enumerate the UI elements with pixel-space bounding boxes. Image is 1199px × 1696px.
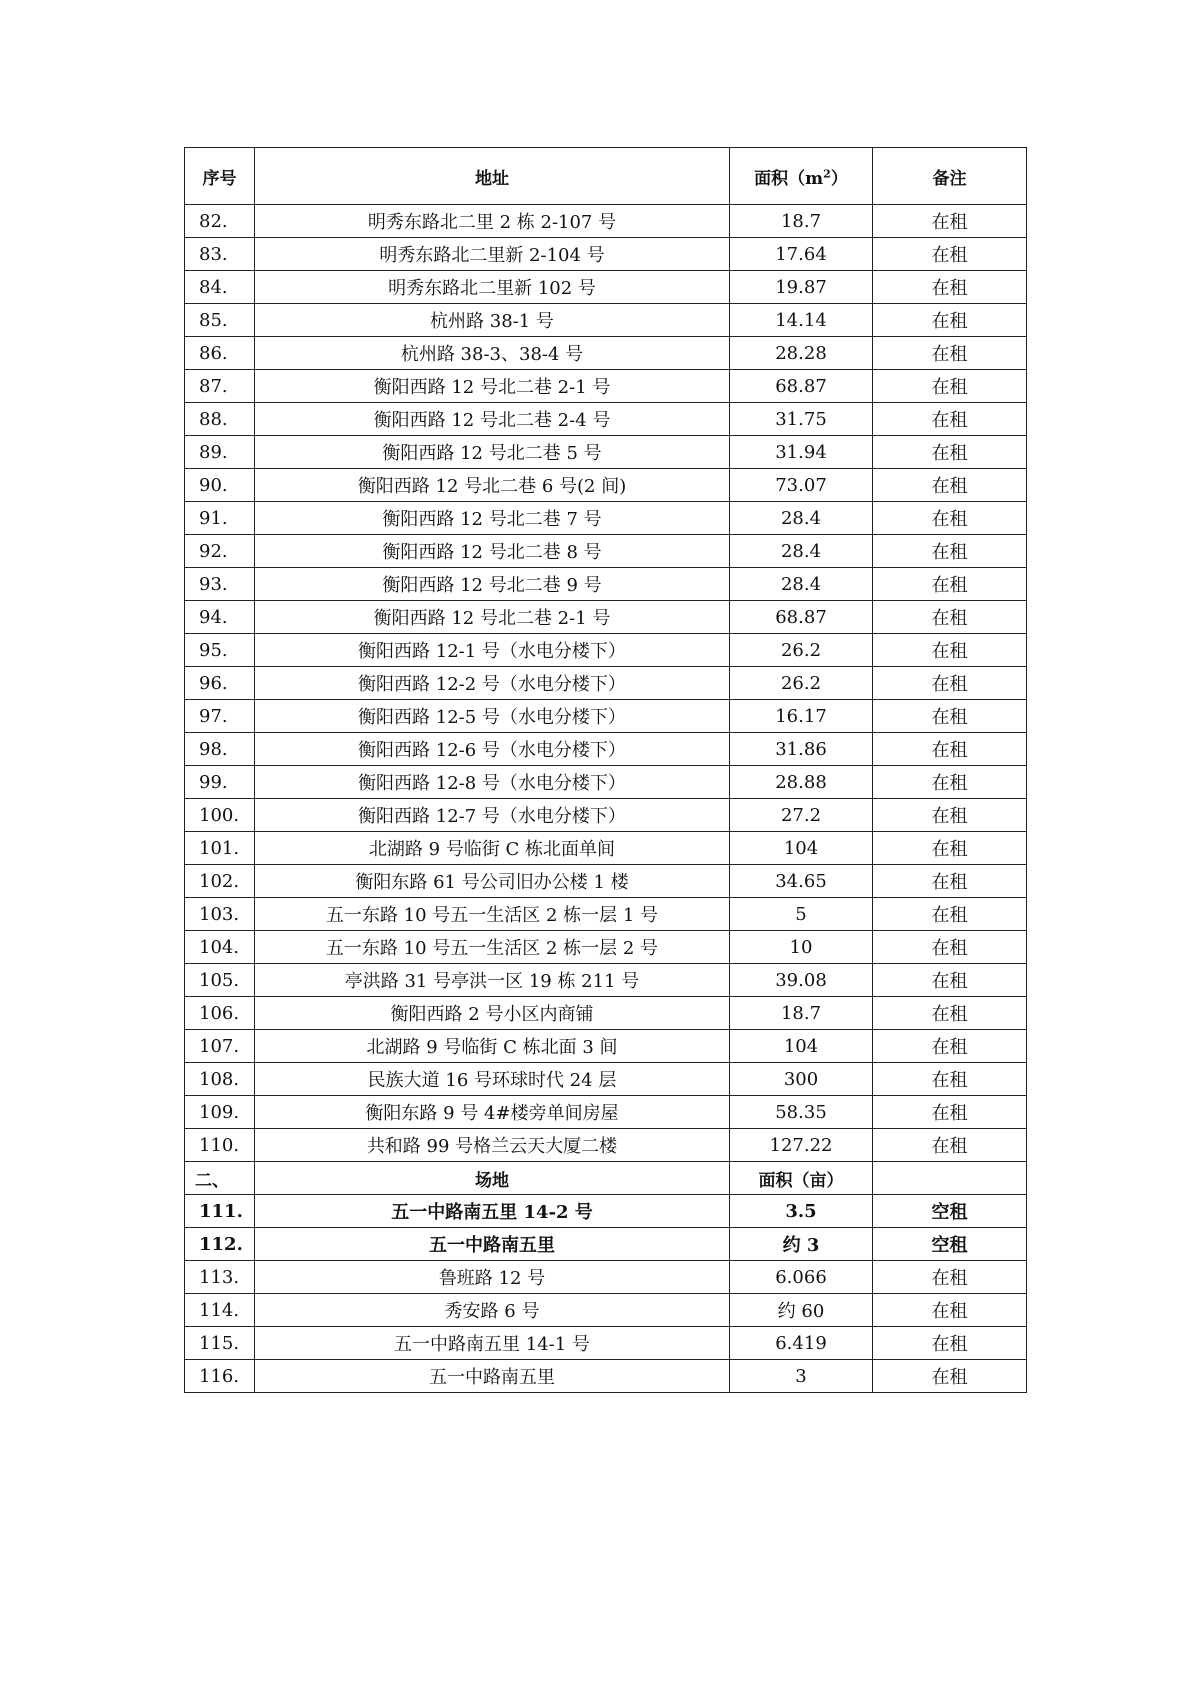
cell-area: 6.419 <box>730 1327 873 1360</box>
cell-area: 31.94 <box>730 436 873 469</box>
cell-no: 85. <box>185 304 255 337</box>
cell-address: 明秀东路北二里新 102 号 <box>255 271 730 304</box>
cell-note: 在租 <box>873 997 1027 1030</box>
cell-no: 二、 <box>185 1162 255 1195</box>
header-area <box>730 148 873 205</box>
cell-no: 96. <box>185 667 255 700</box>
cell-note: 在租 <box>873 1327 1027 1360</box>
cell-address: 鲁班路 12 号 <box>255 1261 730 1294</box>
table-row <box>185 799 1027 832</box>
cell-no: 107. <box>185 1030 255 1063</box>
cell-address: 五一中路南五里 14-2 号 <box>255 1195 730 1228</box>
table-row <box>185 601 1027 634</box>
cell-no: 111. <box>185 1195 255 1228</box>
cell-note: 在租 <box>873 205 1027 238</box>
cell-no: 102. <box>185 865 255 898</box>
header-address: 地址 <box>255 148 730 205</box>
cell-address: 共和路 99 号格兰云天大厦二楼 <box>255 1129 730 1162</box>
table-header-row <box>185 148 1027 205</box>
cell-area: 19.87 <box>730 271 873 304</box>
table-row <box>185 964 1027 997</box>
cell-no: 97. <box>185 700 255 733</box>
cell-no: 98. <box>185 733 255 766</box>
table-row <box>185 1360 1027 1393</box>
cell-address: 亭洪路 31 号亭洪一区 19 栋 211 号 <box>255 964 730 997</box>
header-no: 序号 <box>185 148 255 205</box>
cell-note: 在租 <box>873 634 1027 667</box>
cell-note: 在租 <box>873 1360 1027 1393</box>
cell-area: 34.65 <box>730 865 873 898</box>
table-row <box>185 898 1027 931</box>
cell-address: 衡阳西路 12 号北二巷 5 号 <box>255 436 730 469</box>
cell-no: 114. <box>185 1294 255 1327</box>
cell-area: 6.066 <box>730 1261 873 1294</box>
table-row <box>185 667 1027 700</box>
cell-address: 北湖路 9 号临街 C 栋北面单间 <box>255 832 730 865</box>
cell-address: 民族大道 16 号环球时代 24 层 <box>255 1063 730 1096</box>
cell-no: 112. <box>185 1228 255 1261</box>
cell-address: 五一中路南五里 14-1 号 <box>255 1327 730 1360</box>
cell-no: 115. <box>185 1327 255 1360</box>
cell-area: 68.87 <box>730 601 873 634</box>
cell-area: 10 <box>730 931 873 964</box>
cell-address: 衡阳西路 2 号小区内商铺 <box>255 997 730 1030</box>
table-row <box>185 832 1027 865</box>
cell-area: 28.28 <box>730 337 873 370</box>
cell-area: 18.7 <box>730 205 873 238</box>
property-table <box>184 147 1027 1393</box>
cell-area: 3.5 <box>730 1195 873 1228</box>
cell-note: 在租 <box>873 502 1027 535</box>
cell-note: 在租 <box>873 766 1027 799</box>
cell-no: 109. <box>185 1096 255 1129</box>
cell-no: 84. <box>185 271 255 304</box>
cell-address: 衡阳西路 12-7 号（水电分楼下） <box>255 799 730 832</box>
cell-note: 在租 <box>873 1129 1027 1162</box>
cell-no: 105. <box>185 964 255 997</box>
cell-area: 约 3 <box>730 1228 873 1261</box>
cell-area: 14.14 <box>730 304 873 337</box>
cell-note: 在租 <box>873 403 1027 436</box>
cell-no: 90. <box>185 469 255 502</box>
cell-area: 31.75 <box>730 403 873 436</box>
cell-area: 28.88 <box>730 766 873 799</box>
table-row <box>185 1129 1027 1162</box>
table-row <box>185 1261 1027 1294</box>
cell-address: 明秀东路北二里新 2-104 号 <box>255 238 730 271</box>
cell-address: 衡阳西路 12-8 号（水电分楼下） <box>255 766 730 799</box>
table-row <box>185 1228 1027 1261</box>
table-row <box>185 535 1027 568</box>
cell-area: 58.35 <box>730 1096 873 1129</box>
cell-address: 五一东路 10 号五一生活区 2 栋一层 1 号 <box>255 898 730 931</box>
cell-note: 在租 <box>873 832 1027 865</box>
cell-no: 101. <box>185 832 255 865</box>
cell-address: 五一中路南五里 <box>255 1360 730 1393</box>
cell-note: 在租 <box>873 931 1027 964</box>
cell-area: 39.08 <box>730 964 873 997</box>
cell-area: 28.4 <box>730 502 873 535</box>
cell-address: 明秀东路北二里 2 栋 2-107 号 <box>255 205 730 238</box>
cell-note: 在租 <box>873 964 1027 997</box>
cell-note: 在租 <box>873 436 1027 469</box>
cell-address: 场地 <box>255 1162 730 1195</box>
cell-no: 113. <box>185 1261 255 1294</box>
cell-area: 68.87 <box>730 370 873 403</box>
table-row <box>185 238 1027 271</box>
cell-area: 104 <box>730 832 873 865</box>
cell-note: 在租 <box>873 271 1027 304</box>
cell-note: 在租 <box>873 535 1027 568</box>
cell-address: 衡阳西路 12 号北二巷 8 号 <box>255 535 730 568</box>
cell-note: 在租 <box>873 700 1027 733</box>
cell-no: 99. <box>185 766 255 799</box>
cell-note: 在租 <box>873 568 1027 601</box>
cell-area: 127.22 <box>730 1129 873 1162</box>
cell-area: 5 <box>730 898 873 931</box>
cell-address: 衡阳西路 12-2 号（水电分楼下） <box>255 667 730 700</box>
cell-area: 26.2 <box>730 634 873 667</box>
cell-address: 衡阳东路 9 号 4#楼旁单间房屋 <box>255 1096 730 1129</box>
cell-area: 18.7 <box>730 997 873 1030</box>
table-row <box>185 370 1027 403</box>
cell-note: 在租 <box>873 799 1027 832</box>
cell-note: 在租 <box>873 1063 1027 1096</box>
cell-no: 92. <box>185 535 255 568</box>
cell-no: 93. <box>185 568 255 601</box>
table-row <box>185 997 1027 1030</box>
cell-no: 89. <box>185 436 255 469</box>
cell-note: 在租 <box>873 1030 1027 1063</box>
cell-area: 3 <box>730 1360 873 1393</box>
table-row <box>185 733 1027 766</box>
cell-address: 衡阳西路 12 号北二巷 7 号 <box>255 502 730 535</box>
cell-note: 在租 <box>873 733 1027 766</box>
cell-no: 82. <box>185 205 255 238</box>
cell-area: 104 <box>730 1030 873 1063</box>
table-row <box>185 931 1027 964</box>
cell-address: 杭州路 38-1 号 <box>255 304 730 337</box>
cell-address: 衡阳东路 61 号公司旧办公楼 1 楼 <box>255 865 730 898</box>
header-area-suffix: ） <box>830 168 848 189</box>
table-row <box>185 766 1027 799</box>
cell-note: 在租 <box>873 370 1027 403</box>
table-row <box>185 502 1027 535</box>
cell-area: 面积（亩） <box>730 1162 873 1195</box>
cell-no: 116. <box>185 1360 255 1393</box>
cell-address: 衡阳西路 12 号北二巷 2-1 号 <box>255 370 730 403</box>
cell-note: 在租 <box>873 304 1027 337</box>
cell-address: 衡阳西路 12 号北二巷 9 号 <box>255 568 730 601</box>
cell-area: 27.2 <box>730 799 873 832</box>
cell-no: 95. <box>185 634 255 667</box>
table-row <box>185 436 1027 469</box>
cell-note: 在租 <box>873 1096 1027 1129</box>
cell-area: 31.86 <box>730 733 873 766</box>
table-row <box>185 1096 1027 1129</box>
cell-area: 28.4 <box>730 568 873 601</box>
cell-address: 衡阳西路 12-6 号（水电分楼下） <box>255 733 730 766</box>
table-row <box>185 1327 1027 1360</box>
table-row <box>185 403 1027 436</box>
table-row <box>185 865 1027 898</box>
cell-area: 16.17 <box>730 700 873 733</box>
table-row <box>185 568 1027 601</box>
cell-no: 88. <box>185 403 255 436</box>
cell-note: 在租 <box>873 865 1027 898</box>
cell-no: 106. <box>185 997 255 1030</box>
table-row <box>185 469 1027 502</box>
cell-note: 空租 <box>873 1228 1027 1261</box>
cell-address: 秀安路 6 号 <box>255 1294 730 1327</box>
table-row <box>185 304 1027 337</box>
cell-area: 17.64 <box>730 238 873 271</box>
table-row <box>185 1294 1027 1327</box>
cell-note: 在租 <box>873 1261 1027 1294</box>
section-header-row <box>185 1162 1027 1195</box>
table-row <box>185 1063 1027 1096</box>
cell-no: 94. <box>185 601 255 634</box>
header-area-sup: 2 <box>823 166 831 180</box>
cell-address: 五一中路南五里 <box>255 1228 730 1261</box>
table-row <box>185 205 1027 238</box>
cell-note: 空租 <box>873 1195 1027 1228</box>
header-note: 备注 <box>873 148 1027 205</box>
table-row <box>185 700 1027 733</box>
cell-area: 26.2 <box>730 667 873 700</box>
cell-address: 衡阳西路 12-1 号（水电分楼下） <box>255 634 730 667</box>
cell-address: 衡阳西路 12 号北二巷 2-1 号 <box>255 601 730 634</box>
cell-no: 108. <box>185 1063 255 1096</box>
cell-no: 100. <box>185 799 255 832</box>
cell-note: 在租 <box>873 238 1027 271</box>
cell-address: 衡阳西路 12 号北二巷 6 号(2 间) <box>255 469 730 502</box>
cell-address: 衡阳西路 12-5 号（水电分楼下） <box>255 700 730 733</box>
table-row <box>185 337 1027 370</box>
cell-note: 在租 <box>873 1294 1027 1327</box>
cell-no: 86. <box>185 337 255 370</box>
table-row <box>185 271 1027 304</box>
cell-note: 在租 <box>873 469 1027 502</box>
table-row <box>185 1030 1027 1063</box>
header-area-prefix: 面积（m <box>754 168 824 189</box>
cell-address: 杭州路 38-3、38-4 号 <box>255 337 730 370</box>
cell-note: 在租 <box>873 337 1027 370</box>
cell-area: 28.4 <box>730 535 873 568</box>
cell-area: 约 60 <box>730 1294 873 1327</box>
cell-no: 83. <box>185 238 255 271</box>
cell-address: 北湖路 9 号临街 C 栋北面 3 间 <box>255 1030 730 1063</box>
cell-note: 在租 <box>873 898 1027 931</box>
cell-note: 在租 <box>873 667 1027 700</box>
cell-address: 衡阳西路 12 号北二巷 2-4 号 <box>255 403 730 436</box>
cell-note <box>873 1162 1027 1195</box>
cell-area: 73.07 <box>730 469 873 502</box>
cell-no: 104. <box>185 931 255 964</box>
cell-note: 在租 <box>873 601 1027 634</box>
cell-no: 103. <box>185 898 255 931</box>
cell-no: 87. <box>185 370 255 403</box>
table-row <box>185 634 1027 667</box>
table-row <box>185 1195 1027 1228</box>
cell-area: 300 <box>730 1063 873 1096</box>
cell-address: 五一东路 10 号五一生活区 2 栋一层 2 号 <box>255 931 730 964</box>
cell-no: 91. <box>185 502 255 535</box>
cell-no: 110. <box>185 1129 255 1162</box>
